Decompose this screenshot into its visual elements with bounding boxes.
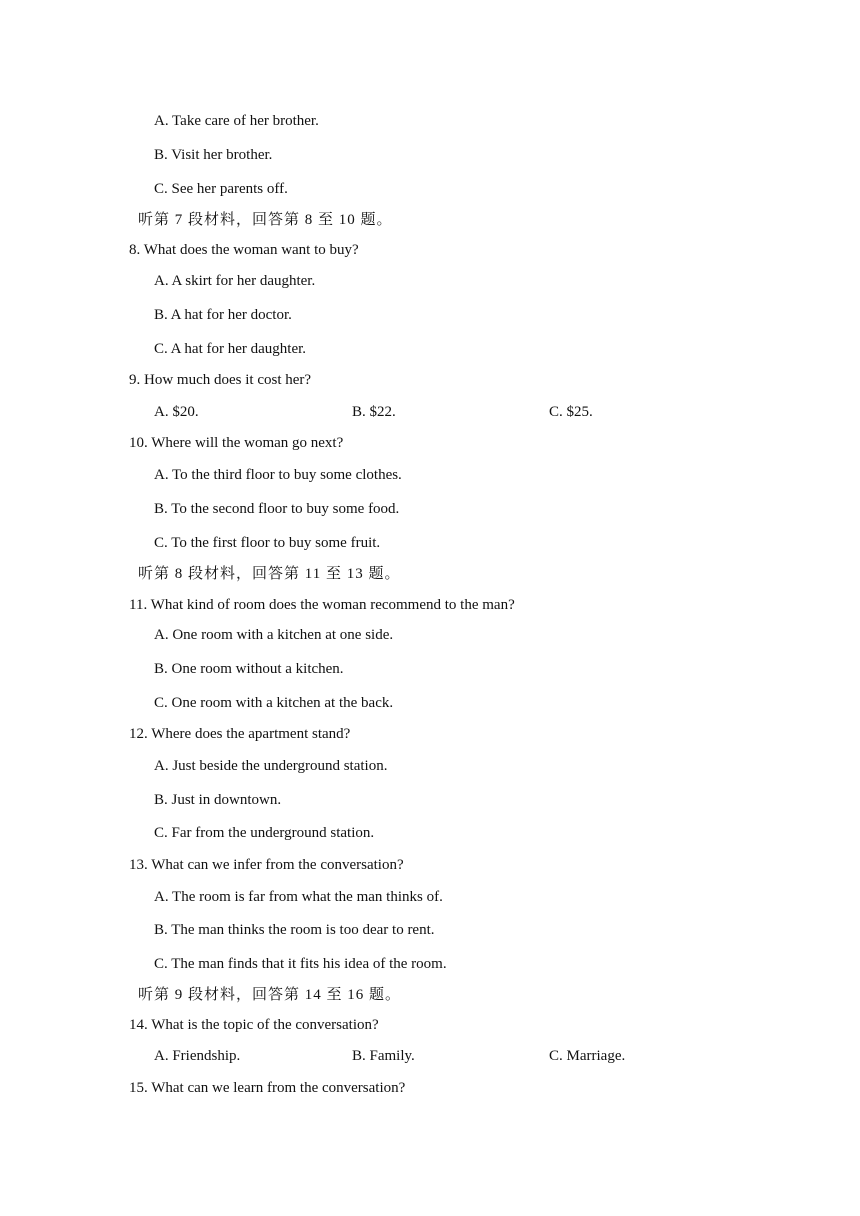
answer-option: A. Friendship. — [154, 1048, 241, 1064]
answer-option: A. To the third floor to buy some clothes. — [154, 467, 402, 483]
question: 9. How much does it cost her? — [129, 372, 312, 388]
answer-option: A. Take care of her brother. — [154, 113, 319, 129]
answer-option: A. A skirt for her daughter. — [154, 273, 316, 289]
question: 11. What kind of room does the woman recommend to the man? — [129, 597, 515, 613]
answer-option: B. To the second floor to buy some food. — [154, 501, 400, 517]
section-instruction: 听第 9 段材料，回答第 14 至 16 题。 — [138, 987, 402, 1003]
answer-option: A. The room is far from what the man thinks of. — [154, 889, 443, 905]
question: 10. Where will the woman go next? — [129, 435, 344, 451]
answer-option: A. $20. — [154, 404, 199, 420]
answer-option: C. To the first floor to buy some fruit. — [154, 535, 381, 551]
answer-option: B. Visit her brother. — [154, 147, 273, 163]
answer-option: B. $22. — [352, 404, 396, 420]
answer-option: B. A hat for her doctor. — [154, 307, 292, 323]
question: 15. What can we learn from the conversation? — [129, 1080, 406, 1096]
answer-option: C. See her parents off. — [154, 181, 288, 197]
section-instruction: 听第 8 段材料，回答第 11 至 13 题。 — [138, 566, 401, 582]
answer-option: B. The man thinks the room is too dear to rent. — [154, 922, 435, 938]
answer-option: C. A hat for her daughter. — [154, 341, 307, 357]
section-instruction: 听第 7 段材料，回答第 8 至 10 题。 — [138, 212, 393, 228]
question: 8. What does the woman want to buy? — [129, 242, 359, 258]
answer-option: A. One room with a kitchen at one side. — [154, 627, 394, 643]
question: 14. What is the topic of the conversation? — [129, 1017, 379, 1033]
question: 12. Where does the apartment stand? — [129, 726, 351, 742]
answer-option: C. $25. — [549, 404, 593, 420]
question: 13. What can we infer from the conversation? — [129, 857, 404, 873]
answer-option: C. Marriage. — [549, 1048, 626, 1064]
answer-option: B. Family. — [352, 1048, 415, 1064]
answer-option: C. Far from the underground station. — [154, 825, 375, 841]
answer-option: C. The man finds that it fits his idea of the room. — [154, 956, 447, 972]
answer-option: B. One room without a kitchen. — [154, 661, 344, 677]
answer-option: A. Just beside the underground station. — [154, 758, 388, 774]
answer-option: C. One room with a kitchen at the back. — [154, 695, 394, 711]
answer-option: B. Just in downtown. — [154, 792, 282, 808]
